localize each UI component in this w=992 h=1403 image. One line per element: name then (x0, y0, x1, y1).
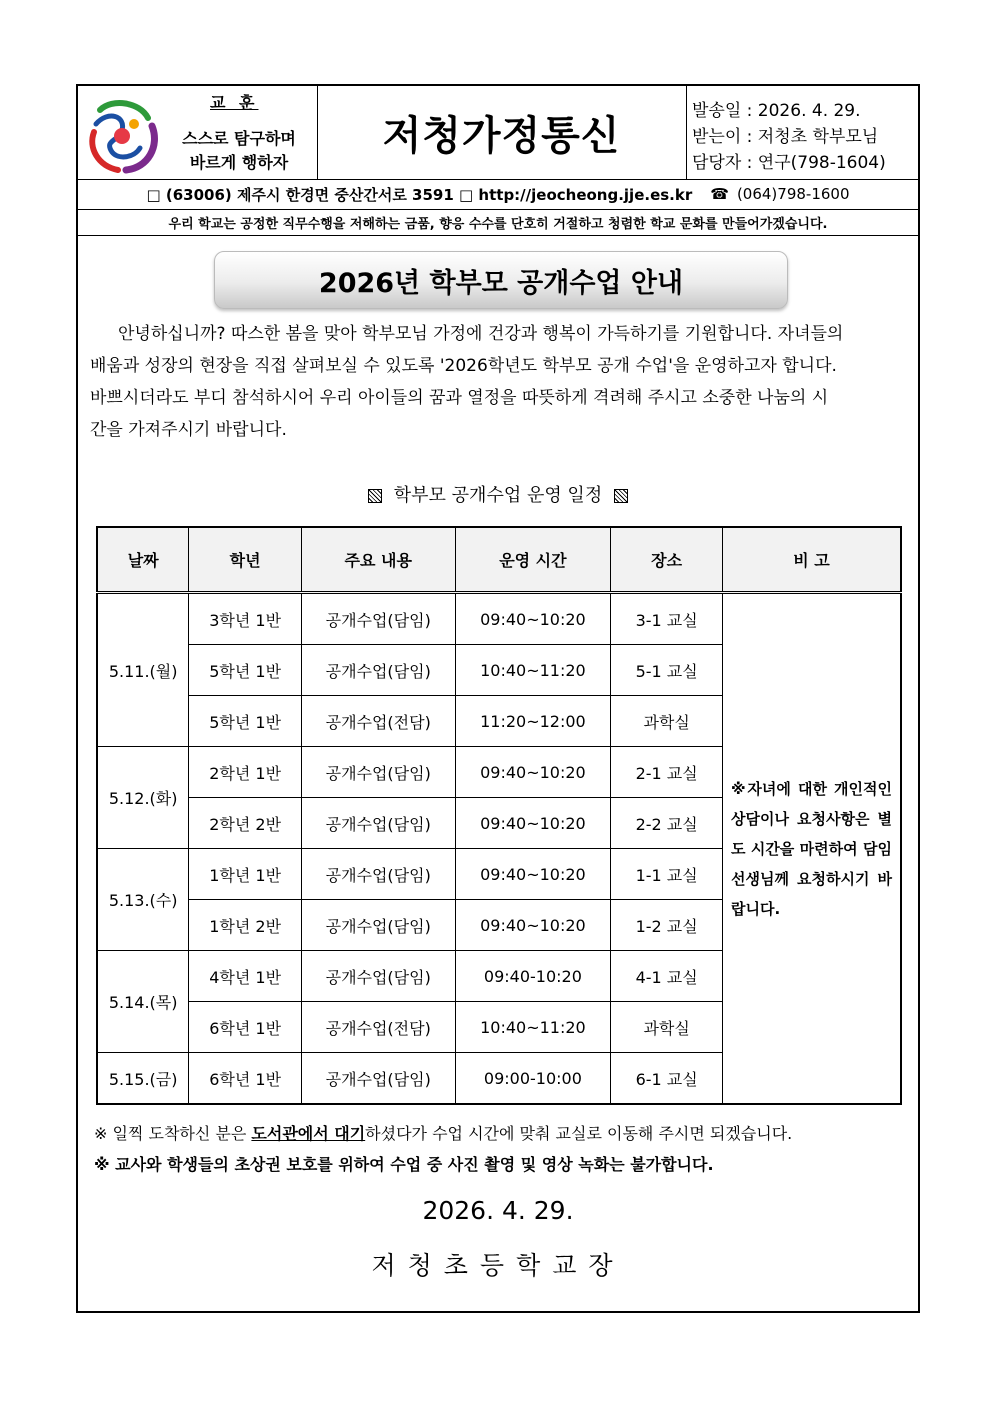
content-cell: 공개수업(담임) (301, 645, 455, 696)
time-cell: 10:40~11:20 (455, 1002, 611, 1053)
schedule-table (96, 526, 902, 1105)
content-cell: 공개수업(담임) (301, 1053, 455, 1105)
time-cell: 09:40-10:20 (455, 951, 611, 1002)
date-cell: 5.15.(금) (97, 1053, 189, 1105)
intro-line-2: 배움과 성장의 현장을 직접 살펴보실 수 있도록 '2026학년도 학부모 공개 수업'을 운영하고자 합니다. (90, 356, 837, 376)
place-cell: 5-1 교실 (611, 645, 723, 696)
grade-cell: 5학년 1반 (189, 696, 302, 747)
time-cell: 11:20~12:00 (455, 696, 611, 747)
school-phone: (064)798-1600 (736, 185, 850, 203)
place-cell: 과학실 (611, 1002, 723, 1053)
motto-line-1: 스스로 탐구하며 (182, 129, 296, 148)
col-header-grade: 학년 (189, 527, 302, 593)
date-cell: 5.14.(목) (97, 951, 189, 1053)
time-cell: 10:40~11:20 (455, 645, 611, 696)
address-bar (78, 179, 918, 210)
time-cell: 09:40~10:20 (455, 900, 611, 951)
time-cell: 09:40~10:20 (455, 593, 611, 645)
intro-line-1: 안녕하십니까? 따스한 봄을 맞아 학부모님 가정에 건강과 행복이 가득하기를 기원합니다. 자녀들의 (118, 324, 844, 344)
table-row (97, 593, 901, 645)
date-cell: 5.11.(월) (97, 593, 189, 747)
col-header-content: 주요 내용 (301, 527, 455, 593)
schedule-title (78, 481, 918, 507)
sent-date: 발송일 : 2026. 4. 29. (692, 101, 861, 121)
place-cell: 과학실 (611, 696, 723, 747)
footnote-1-emphasis: 도서관에서 대기 (251, 1124, 366, 1143)
content-cell: 공개수업(담임) (301, 849, 455, 900)
content-cell: 공개수업(담임) (301, 747, 455, 798)
ethics-notice: 우리 학교는 공정한 직무수행을 저해하는 금품, 향응 수수를 단호히 거절하고 청렴한 학교 문화를 만들어가겠습니다. (78, 209, 918, 236)
place-cell: 6-1 교실 (611, 1053, 723, 1105)
place-cell: 1-2 교실 (611, 900, 723, 951)
col-header-place: 장소 (611, 527, 723, 593)
time-cell: 09:40~10:20 (455, 747, 611, 798)
school-motto-box (78, 86, 318, 179)
col-header-date: 날짜 (97, 527, 189, 593)
grade-cell: 2학년 1반 (189, 747, 302, 798)
principal-signature: 저청초등학교장 (371, 1251, 625, 1280)
content-cell: 공개수업(담임) (301, 798, 455, 849)
newsletter-frame (76, 84, 920, 1313)
place-cell: 2-2 교실 (611, 798, 723, 849)
grade-cell: 4학년 1반 (189, 951, 302, 1002)
grade-cell: 1학년 1반 (189, 849, 302, 900)
grade-cell: 3학년 1반 (189, 593, 302, 645)
footnote-1-suffix: 하셨다가 수업 시간에 맞춰 교실로 이동해 주시면 되겠습니다. (365, 1124, 793, 1143)
school-logo-icon (82, 96, 164, 176)
phone-icon: ☎ (710, 185, 729, 203)
date-cell: 5.13.(수) (97, 849, 189, 951)
content-cell: 공개수업(담임) (301, 900, 455, 951)
time-cell: 09:40~10:20 (455, 849, 611, 900)
motto-title: 교 훈 (210, 93, 259, 112)
place-cell: 2-1 교실 (611, 747, 723, 798)
content-cell: 공개수업(전담) (301, 1002, 455, 1053)
closing-date: 2026. 4. 29. (422, 1196, 574, 1225)
intro-line-4: 간을 가져주시기 바랍니다. (90, 420, 287, 440)
grade-cell: 6학년 1반 (189, 1053, 302, 1105)
place-cell: 4-1 교실 (611, 951, 723, 1002)
footnote-early-arrival (94, 1121, 792, 1144)
recipient: 받는이 : 저청초 학부모님 (692, 127, 879, 147)
grade-cell: 5학년 1반 (189, 645, 302, 696)
hatch-box-icon (368, 489, 382, 503)
place-cell: 1-1 교실 (611, 849, 723, 900)
time-cell: 09:40~10:20 (455, 798, 611, 849)
intro-line-3: 바쁘시더라도 부디 참석하시어 우리 아이들의 꿈과 열정을 따뜻하게 격려해 주시고 소중한 나눔의 시 (90, 388, 829, 408)
content-cell: 공개수업(전담) (301, 696, 455, 747)
contact-person: 담당자 : 연구(798-1604) (692, 153, 886, 173)
document-title: 2026년 학부모 공개수업 안내 (214, 251, 788, 309)
place-cell: 3-1 교실 (611, 593, 723, 645)
intro-paragraph (90, 318, 902, 446)
schedule-title-text: 학부모 공개수업 운영 일정 (393, 485, 603, 506)
grade-cell: 1학년 2반 (189, 900, 302, 951)
time-cell: 09:00-10:00 (455, 1053, 611, 1105)
content-cell: 공개수업(담임) (301, 951, 455, 1002)
motto-line-2: 바르게 행하자 (189, 153, 289, 172)
hatch-box-icon (614, 489, 628, 503)
remarks-note: ※자녀에 대한 개인적인 상담이나 요청사항은 별도 시간을 마련하여 담임선생님께 요청하시기 바랍니다. (722, 593, 901, 1105)
school-address: □ (63006) 제주시 한경면 중산간서로 3591 □ http://jeocheong.jje.es.kr (146, 185, 693, 204)
newsletter-title: 저청가정통신 (317, 86, 687, 179)
grade-cell: 2학년 2반 (189, 798, 302, 849)
content-cell: 공개수업(담임) (301, 593, 455, 645)
col-header-remarks: 비 고 (722, 527, 901, 593)
footnote-no-photography: ※ 교사와 학생들의 초상권 보호를 위하여 수업 중 사진 촬영 및 영상 녹화는 불가합니다. (94, 1155, 714, 1174)
col-header-time: 운영 시간 (455, 527, 611, 593)
date-cell: 5.12.(화) (97, 747, 189, 849)
newsletter-header (78, 86, 918, 180)
grade-cell: 6학년 1반 (189, 1002, 302, 1053)
footnote-1-prefix: ※ 일찍 도착하신 분은 (94, 1124, 252, 1143)
schedule-header-row (97, 527, 901, 593)
